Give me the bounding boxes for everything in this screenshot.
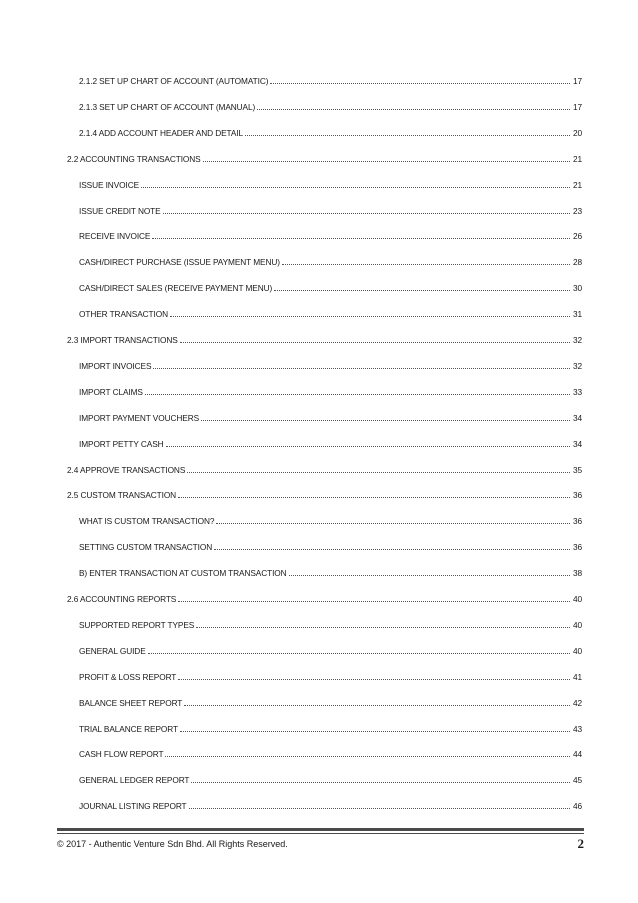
toc-leader-dots bbox=[180, 724, 570, 732]
toc-leader-dots bbox=[201, 413, 570, 421]
toc-entry-page: 35 bbox=[572, 464, 582, 475]
toc-entry[interactable] bbox=[79, 749, 582, 763]
toc-leader-dots bbox=[178, 490, 570, 498]
toc-entry-title: 2.2 ACCOUNTING TRANSACTIONS bbox=[67, 153, 201, 164]
toc-entry[interactable] bbox=[79, 257, 582, 271]
toc-entry[interactable] bbox=[79, 672, 582, 686]
toc-leader-dots bbox=[191, 775, 570, 783]
toc-leader-dots bbox=[141, 180, 570, 188]
toc-leader-dots bbox=[189, 801, 570, 809]
toc-entry-page: 40 bbox=[572, 645, 582, 656]
toc-entry-title: GENERAL LEDGER REPORT bbox=[79, 775, 190, 786]
toc-entry[interactable] bbox=[79, 413, 582, 427]
toc-entry[interactable] bbox=[67, 594, 582, 608]
toc-entry-page: 36 bbox=[572, 490, 582, 501]
toc-entry[interactable] bbox=[79, 102, 582, 116]
toc-entry[interactable] bbox=[67, 335, 582, 349]
toc-leader-dots bbox=[153, 361, 570, 369]
toc-leader-dots bbox=[178, 672, 570, 680]
toc-entry[interactable] bbox=[79, 206, 582, 220]
toc-entry[interactable] bbox=[79, 283, 582, 297]
toc-leader-dots bbox=[145, 387, 570, 395]
toc-entry-title: 2.5 CUSTOM TRANSACTION bbox=[67, 490, 177, 501]
toc-entry-title: ISSUE CREDIT NOTE bbox=[79, 205, 161, 216]
toc-entry[interactable] bbox=[79, 180, 582, 194]
toc-entry-title: BALANCE SHEET REPORT bbox=[79, 697, 183, 708]
toc-entry-page: 40 bbox=[572, 594, 582, 604]
toc-entry-title: OTHER TRANSACTION bbox=[79, 309, 168, 320]
toc-entry[interactable] bbox=[79, 568, 582, 582]
toc-entry[interactable] bbox=[79, 801, 582, 815]
toc-entry[interactable] bbox=[67, 154, 582, 168]
toc-leader-dots bbox=[274, 283, 570, 291]
toc-entry[interactable] bbox=[79, 542, 582, 556]
toc-entry-page: 23 bbox=[572, 205, 582, 216]
toc-entry-title: WHAT IS CUSTOM TRANSACTION? bbox=[79, 516, 215, 527]
toc-entry-page: 36 bbox=[572, 516, 582, 527]
toc-leader-dots bbox=[178, 594, 570, 602]
toc-entry-title: PROFIT & LOSS REPORT bbox=[79, 671, 177, 682]
toc-entry-page: 26 bbox=[572, 231, 582, 242]
toc-leader-dots bbox=[214, 542, 570, 550]
footer-rule-thin bbox=[57, 833, 584, 834]
toc-leader-dots bbox=[165, 749, 570, 757]
toc-entry-title: 2.1.4 ADD ACCOUNT HEADER AND DETAIL bbox=[79, 127, 244, 138]
toc-entry-title: IMPORT PETTY CASH bbox=[79, 438, 164, 449]
toc-entry-page: 45 bbox=[572, 775, 582, 786]
toc-entry-page: 21 bbox=[572, 179, 582, 190]
toc-leader-dots bbox=[184, 698, 570, 706]
toc-entry-page: 40 bbox=[572, 619, 582, 630]
toc-entry-title: CASH/DIRECT PURCHASE (ISSUE PAYMENT MENU) bbox=[79, 257, 280, 268]
toc-entry-title: SUPPORTED REPORT TYPES bbox=[79, 619, 195, 630]
toc-entry-title: 2.1.2 SET UP CHART OF ACCOUNT (AUTOMATIC) bbox=[79, 76, 269, 86]
toc-entry-title: 2.3 IMPORT TRANSACTIONS bbox=[67, 335, 178, 345]
toc-entry-title: SETTING CUSTOM TRANSACTION bbox=[79, 542, 213, 553]
toc-entry-title: CASH FLOW REPORT bbox=[79, 749, 164, 760]
toc-entry[interactable] bbox=[79, 724, 582, 738]
toc-entry-page: 41 bbox=[572, 671, 582, 682]
toc-leader-dots bbox=[257, 102, 570, 110]
toc-entry[interactable] bbox=[79, 128, 582, 142]
toc-leader-dots bbox=[166, 439, 570, 447]
toc-leader-dots bbox=[163, 206, 570, 214]
toc-entry-title: GENERAL GUIDE bbox=[79, 645, 146, 656]
toc-leader-dots bbox=[270, 76, 570, 84]
toc-entry-page: 32 bbox=[572, 335, 582, 345]
toc-entry[interactable] bbox=[79, 698, 582, 712]
toc-entry-page: 46 bbox=[572, 801, 582, 812]
toc-entry-title: B) ENTER TRANSACTION AT CUSTOM TRANSACTION bbox=[79, 568, 287, 579]
toc-entry-title: 2.1.3 SET UP CHART OF ACCOUNT (MANUAL) bbox=[79, 101, 256, 112]
toc-leader-dots bbox=[170, 309, 570, 317]
toc-leader-dots bbox=[289, 568, 570, 576]
toc-entry-page: 42 bbox=[572, 697, 582, 708]
toc-entry-title: CASH/DIRECT SALES (RECEIVE PAYMENT MENU) bbox=[79, 283, 273, 294]
toc-entry[interactable] bbox=[67, 465, 582, 479]
toc-entry-page: 33 bbox=[572, 386, 582, 397]
toc-entry-title: 2.4 APPROVE TRANSACTIONS bbox=[67, 464, 186, 475]
toc-entry-page: 17 bbox=[572, 76, 582, 86]
toc-leader-dots bbox=[282, 257, 570, 265]
toc-entry-page: 32 bbox=[572, 360, 582, 371]
toc-entry[interactable] bbox=[79, 387, 582, 401]
footer-copyright: © 2017 - Authentic Venture Sdn Bhd. All Rights Reserved. bbox=[57, 839, 288, 849]
toc-entry-page: 17 bbox=[572, 101, 582, 112]
toc-leader-dots bbox=[152, 231, 570, 239]
toc-leader-dots bbox=[203, 154, 570, 162]
toc-entry-page: 31 bbox=[572, 309, 582, 320]
toc-entry-page: 36 bbox=[572, 542, 582, 553]
toc-entry-page: 34 bbox=[572, 412, 582, 423]
toc-leader-dots bbox=[196, 620, 570, 628]
toc-entry-title: IMPORT INVOICES bbox=[79, 360, 152, 371]
toc-entry-page: 28 bbox=[572, 257, 582, 268]
toc-entry[interactable] bbox=[79, 646, 582, 660]
toc-leader-dots bbox=[148, 646, 570, 654]
toc-leader-dots bbox=[187, 465, 570, 473]
toc-entry[interactable] bbox=[79, 76, 582, 90]
toc-entry[interactable] bbox=[79, 775, 582, 789]
toc-entry[interactable] bbox=[79, 439, 582, 453]
toc-entry[interactable] bbox=[79, 309, 582, 323]
footer-page-number: 2 bbox=[577, 836, 584, 851]
toc-entry[interactable] bbox=[79, 620, 582, 634]
toc-entry-page: 21 bbox=[572, 153, 582, 164]
toc-leader-dots bbox=[180, 335, 570, 343]
toc-entry-page: 34 bbox=[572, 438, 582, 449]
footer-rule bbox=[57, 828, 584, 831]
toc-entry-page: 38 bbox=[572, 568, 582, 579]
toc-entry[interactable] bbox=[79, 361, 582, 375]
toc-leader-dots bbox=[245, 128, 570, 136]
toc-entry-title: JOURNAL LISTING REPORT bbox=[79, 801, 187, 812]
toc-entry-page: 44 bbox=[572, 749, 582, 760]
toc-entry[interactable] bbox=[79, 231, 582, 245]
toc-leader-dots bbox=[216, 516, 570, 524]
toc-entry-page: 43 bbox=[572, 723, 582, 734]
toc-entry-title: RECEIVE INVOICE bbox=[79, 231, 151, 242]
toc-entry-title: IMPORT PAYMENT VOUCHERS bbox=[79, 412, 200, 423]
toc-entry-title: IMPORT CLAIMS bbox=[79, 386, 143, 397]
toc-entry[interactable] bbox=[67, 490, 582, 504]
toc-entry-page: 20 bbox=[572, 127, 582, 138]
toc-entry-title: 2.6 ACCOUNTING REPORTS bbox=[67, 594, 177, 604]
toc-entry-title: ISSUE INVOICE bbox=[79, 179, 140, 190]
toc-entry-page: 30 bbox=[572, 283, 582, 294]
toc-entry[interactable] bbox=[79, 516, 582, 530]
toc-entry-title: TRIAL BALANCE REPORT bbox=[79, 723, 178, 734]
